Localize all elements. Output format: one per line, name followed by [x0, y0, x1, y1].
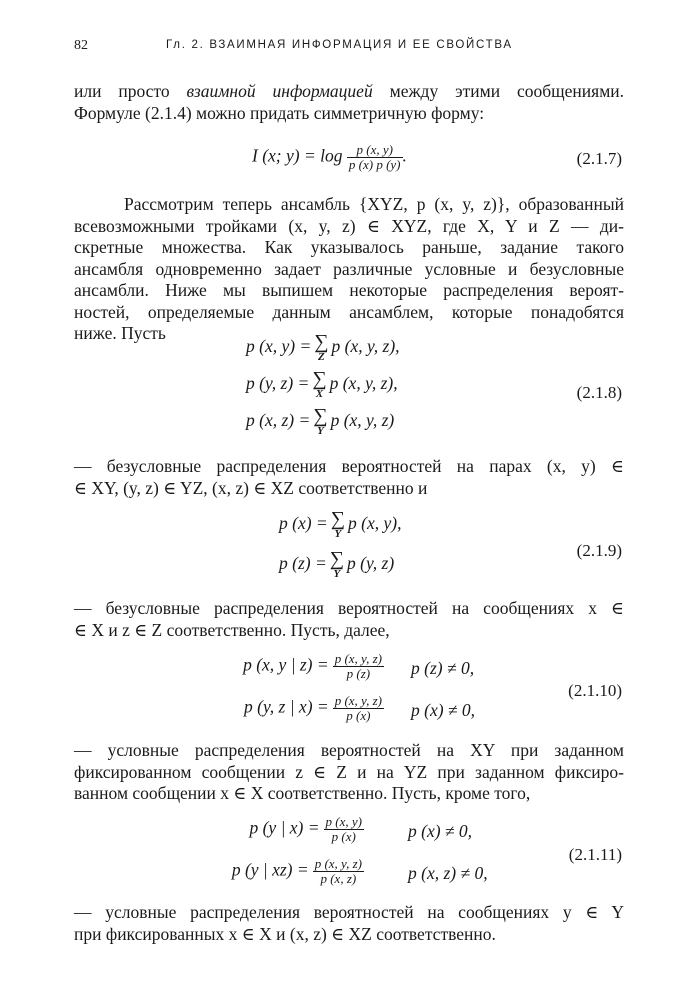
equation-number: (2.1.11)	[568, 845, 622, 864]
fraction-denominator: p (x) p (y)	[348, 157, 401, 172]
equation-condition: p (x, z) ≠ 0,	[408, 863, 488, 883]
fraction-numerator: p (x, y, z)	[334, 693, 382, 708]
sigma-glyph: ∑	[314, 331, 329, 353]
paragraph-6	[74, 902, 624, 945]
text-line: ансамбля одновременно задает различные условные и безусловные	[74, 258, 624, 279]
equation-rhs: p (x, y),	[348, 513, 402, 534]
paragraph-1	[74, 81, 624, 124]
page-number: 82	[74, 38, 88, 53]
equation-2-1-7	[252, 143, 407, 172]
summation-symbol	[330, 550, 344, 580]
equation-lhs: p (y | x) =	[249, 817, 320, 838]
summation-index: Z	[318, 351, 325, 363]
text-line: — условные распределения вероятностей на сообщениях y ∈ Y	[74, 902, 624, 922]
summation-symbol	[312, 370, 326, 400]
equation-rhs: p (y, z)	[347, 553, 395, 574]
equation-row	[249, 815, 364, 844]
equation-row	[232, 857, 364, 886]
equation-rhs: p (x, y, z)	[330, 410, 395, 431]
equation-lhs: p (y | xz) =	[231, 859, 309, 880]
sigma-glyph: ∑	[312, 368, 327, 390]
fraction	[313, 857, 364, 886]
text-line: фиксированном сообщении z ∈ Z и на YZ при заданном фиксиро-	[74, 761, 624, 782]
paragraph-3	[74, 456, 624, 499]
equation-number: (2.1.8)	[576, 383, 622, 402]
equation-lhs: p (x) =	[279, 513, 328, 534]
text-line: — условные распределения вероятностей на XY при заданном	[74, 740, 624, 760]
fraction	[347, 143, 403, 172]
text-line: — безусловные распределения вероятностей на сообщениях x ∈	[74, 598, 624, 618]
sigma-glyph: ∑	[330, 508, 345, 530]
equation-row	[243, 652, 384, 681]
fraction	[333, 652, 384, 681]
fraction	[333, 694, 384, 723]
equation-lhs: p (x, y | z) =	[243, 654, 329, 675]
equation-row	[244, 694, 384, 723]
text-span: или просто	[74, 81, 187, 101]
paragraph-2	[74, 194, 624, 345]
equation-row	[246, 333, 400, 363]
chapter-title: Гл. 2. ВЗАИМНАЯ ИНФОРМАЦИЯ И ЕЕ СВОЙСТВА	[166, 39, 513, 51]
fraction	[324, 815, 364, 844]
text-line: всевозможными тройками (x, y, z) ∈ XYZ, где X, Y и Z — ди-	[74, 215, 624, 236]
equation-lhs: p (x, y) =	[246, 336, 312, 357]
equation-number: (2.1.7)	[576, 149, 622, 168]
summation-symbol	[314, 333, 328, 363]
sigma-glyph: ∑	[329, 548, 345, 570]
text-line: ностей, определяемые данным ансамблем, которые понадобятся	[74, 301, 624, 322]
summation-index: Y	[334, 528, 342, 540]
fraction-numerator: p (x, y)	[325, 814, 362, 829]
sigma-glyph: ∑	[313, 405, 328, 427]
equation-lhs: p (x, z) =	[246, 410, 311, 431]
fraction-numerator: p (x, y)	[347, 143, 403, 158]
text-span: между этими сообщениями.	[372, 81, 625, 101]
text-line: ниже. Пусть	[74, 323, 166, 343]
equation-row	[246, 370, 398, 400]
equation-rhs: p (x, y, z),	[331, 336, 400, 357]
equation-lhs: p (y, z | x) =	[244, 696, 329, 717]
equation-row	[279, 510, 401, 540]
summation-symbol	[331, 510, 345, 540]
fraction-denominator: p (z)	[346, 666, 371, 681]
equation-number: (2.1.10)	[568, 681, 622, 700]
running-header	[74, 38, 624, 58]
text-line: Формуле (2.1.4) можно придать симметричную форму:	[74, 102, 485, 123]
text-line: ванном сообщении x ∈ X соответственно. Пусть, кроме того,	[74, 783, 531, 803]
fraction-numerator: p (x, y, z)	[314, 856, 362, 871]
text-line: ансамбли. Ниже мы выпишем некоторые распределения вероят-	[74, 280, 624, 300]
paragraph-5	[74, 740, 624, 805]
equation-lhs: p (z) =	[279, 553, 327, 574]
emphasis-term: взаимной информацией	[186, 81, 373, 101]
equation-lhs: I (x; y) = log	[252, 145, 343, 166]
text-line: скретные множества. Как указывалось раньше, задание такого	[74, 237, 624, 257]
fraction-denominator: p (x)	[331, 829, 356, 844]
equation-row	[246, 407, 394, 437]
equation-number: (2.1.9)	[576, 541, 622, 560]
equation-lhs: p (y, z) =	[246, 373, 310, 394]
equation-tail: .	[402, 145, 407, 166]
text-line: при фиксированных x ∈ X и (x, z) ∈ XZ соответственно.	[74, 923, 496, 944]
summation-symbol	[313, 407, 327, 437]
fraction-numerator: p (x, y, z)	[334, 651, 382, 666]
equation-condition: p (x) ≠ 0,	[411, 700, 476, 720]
fraction-denominator: p (x)	[346, 708, 371, 723]
text-line: Рассмотрим теперь ансамбль {XYZ, p (x, y, z)}, образованный	[124, 194, 624, 214]
paragraph-4	[74, 598, 624, 641]
equation-condition: p (z) ≠ 0,	[411, 658, 475, 678]
equation-rhs: p (x, y, z),	[329, 373, 398, 394]
text-line: ∈ X и z ∈ Z соответственно. Пусть, далее,	[74, 619, 390, 640]
text-line: — безусловные распределения вероятностей на парах (x, y) ∈	[74, 456, 624, 476]
equation-condition: p (x) ≠ 0,	[408, 821, 473, 841]
summation-index: Y	[333, 568, 341, 580]
summation-index: Y	[317, 425, 324, 437]
fraction-denominator: p (x, z)	[320, 871, 357, 886]
equation-row	[279, 550, 394, 580]
text-line: ∈ XY, (y, z) ∈ YZ, (x, z) ∈ XZ соответственно и	[74, 477, 428, 498]
text-line	[74, 81, 624, 103]
summation-index: X	[315, 388, 324, 400]
